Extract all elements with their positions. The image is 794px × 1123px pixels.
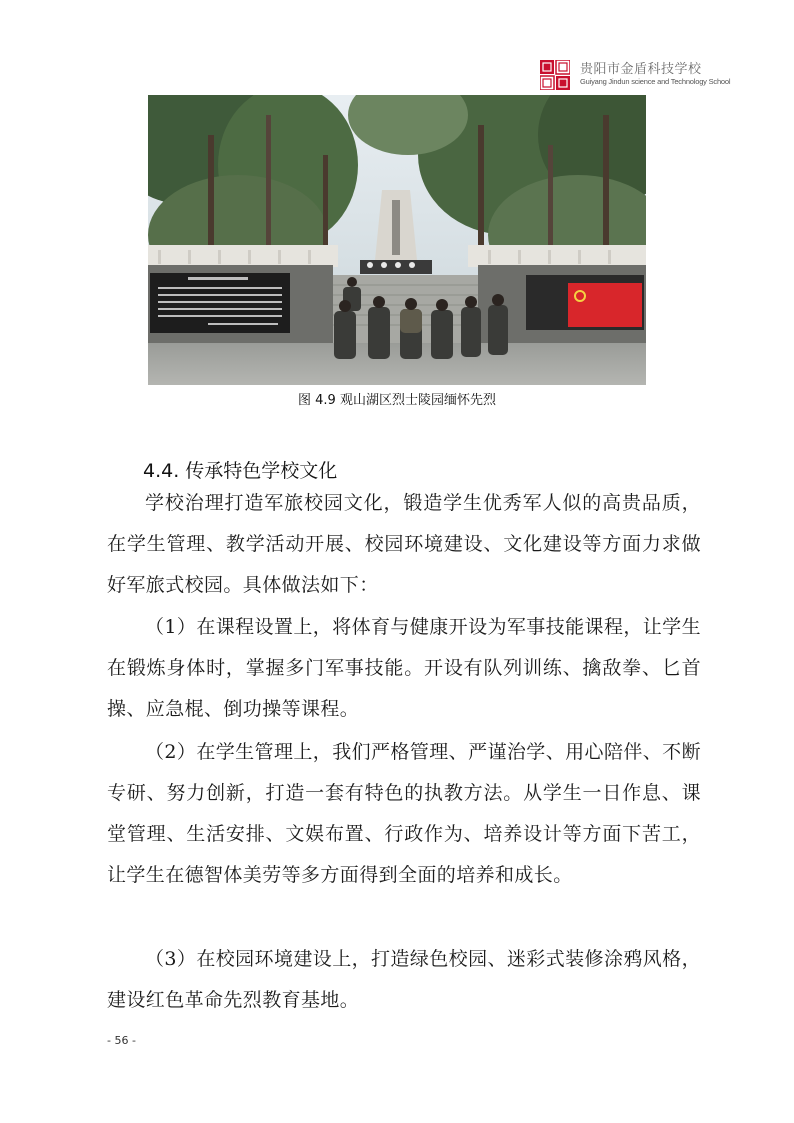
- figure-caption: 图 4.9 观山湖区烈士陵园缅怀先烈: [298, 393, 496, 408]
- paragraph-student-management: （2）在学生管理上，我们严格管理、严谨治学、用心陪伴、不断专研、努力创新，打造一套有特色的执教方法。从学生一日作息、课堂管理、生活安排、文娱布置、行政作为、培养设计等方面下苦工，让学生在德智体美劳等多方面得到全面的培养和成长。: [107, 741, 701, 886]
- section-title: 4.4. 传承特色学校文化: [143, 460, 338, 482]
- memorial-photo-illustration: [148, 95, 646, 385]
- paragraph-intro: 学校治理打造军旅校园文化，锻造学生优秀军人似的高贵品质，在学生管理、教学活动开展、校园环境建设、文化建设等方面力求做好军旅式校园。具体做法如下：: [107, 492, 701, 596]
- school-seal-icon: [540, 60, 570, 90]
- paragraph-curriculum: （1）在课程设置上，将体育与健康开设为军事技能课程，让学生在锻炼身体时，掌握多门军事技能。开设有队列训练、擒敌拳、匕首操、应急棍、倒功操等课程。: [107, 616, 701, 720]
- paragraph-campus-environment: （3）在校园环境建设上，打造绿色校园、迷彩式装修涂鸦风格，建设红色革命先烈教育基地。: [107, 948, 701, 1011]
- school-name-cn: 贵阳市金盾科技学校: [580, 62, 702, 77]
- school-name-en: Guiyang Jindun science and Technology School: [580, 77, 731, 86]
- page-header: [540, 58, 740, 92]
- memorial-photo: [148, 95, 646, 385]
- page-number: - 56 -: [107, 1034, 136, 1047]
